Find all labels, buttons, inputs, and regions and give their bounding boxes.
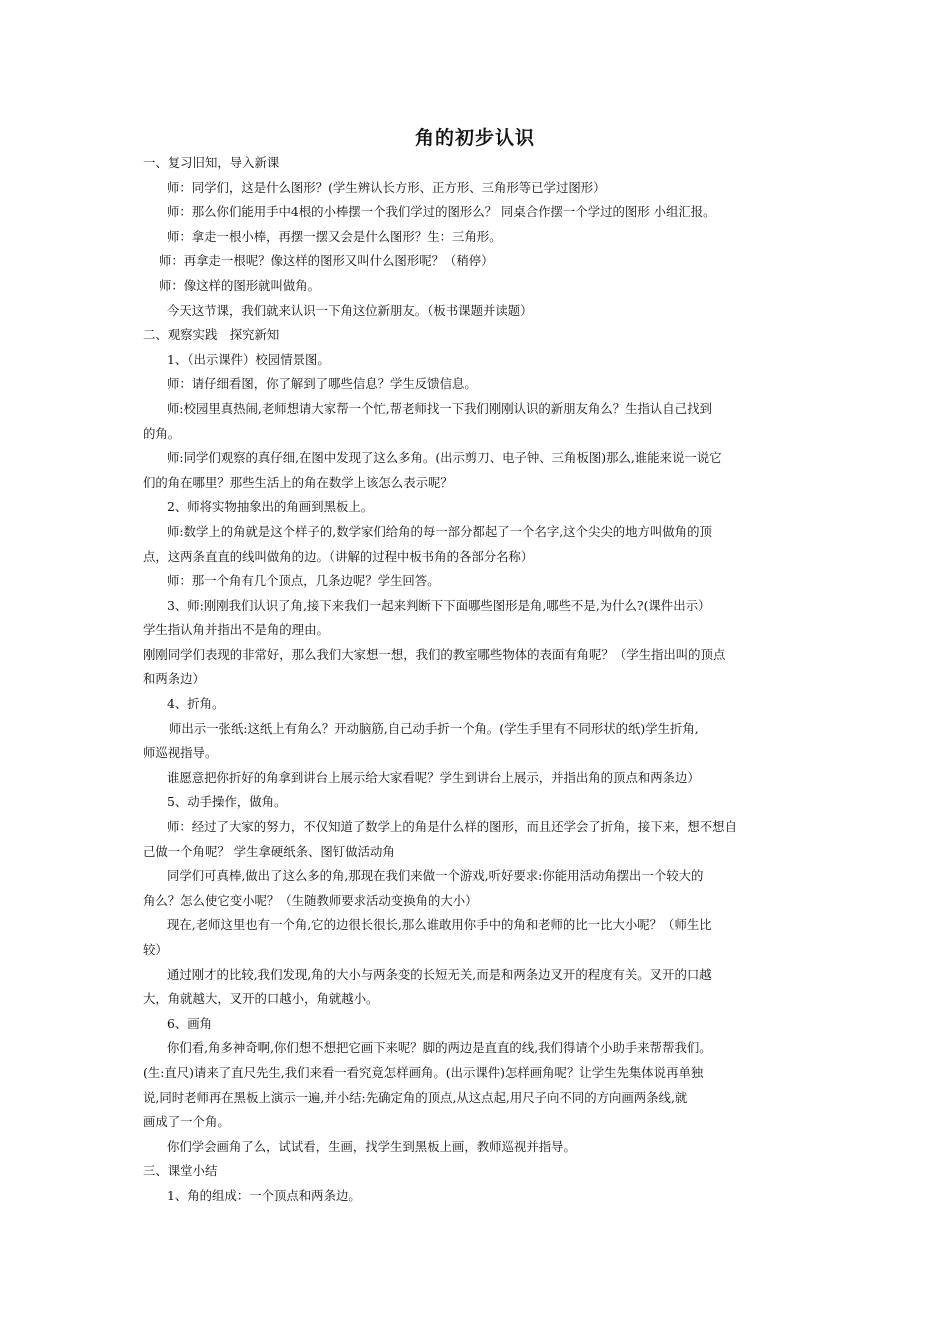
- paragraph-line: 6、画角: [167, 1015, 213, 1031]
- paragraph-line: 画成了一个角。: [143, 1114, 230, 1130]
- paragraph-line: 现在,老师这里也有一个角,它的边很长很长,那么谁敢用你手中的角和老师的比一比大小呢？（师生比: [167, 917, 712, 933]
- paragraph-line: 学生指认角并指出不是角的理由。: [143, 622, 329, 638]
- paragraph-line: 2、师将实物抽象出的角画到黑板上。: [167, 499, 374, 515]
- paragraph-line: 你们看,角多神奇啊,你们想不想把它画下来呢？脚的两边是直直的线,我们得请个小助手来帮帮我们。: [167, 1040, 712, 1056]
- paragraph-line: 大，角就越大，叉开的口越小，角就越小。: [143, 991, 379, 1007]
- paragraph-line: 5、动手操作，做角。: [167, 794, 287, 810]
- paragraph-line: 较）: [143, 942, 168, 957]
- section-heading: 一、复习旧知，导入新课: [143, 155, 280, 170]
- paragraph-line: 师：那一个角有几个顶点，几条边呢？学生回答。: [167, 573, 440, 589]
- paragraph-line: 师：经过了大家的努力，不仅知道了数学上的角是什么样的图形，而且还学会了折角，接下来，想不想自: [167, 819, 737, 835]
- section-heading: 三、课堂小结: [143, 1163, 218, 1179]
- paragraph-line: 和两条边）: [143, 671, 205, 687]
- paragraph-line: 角么？怎么使它变小呢？（生随教师要求活动变换角的大小）: [143, 892, 478, 908]
- paragraph-line: 师：再拿走一根呢？像这样的图形又叫什么图形呢？（稍停）: [159, 253, 494, 269]
- paragraph-line: 师：请仔细看图，你了解到了哪些信息？学生反馈信息。: [167, 376, 477, 392]
- paragraph-line: 的角。: [143, 425, 181, 441]
- paragraph-line: 师：拿走一根小棒，再摆一摆又会是什么图形？生：三角形。: [167, 228, 502, 244]
- paragraph-line: 3、师:刚刚我们认识了角,接下来我们一起来判断下下面哪些图形是角,哪些不是,为什么?(课件出示）: [167, 597, 711, 613]
- paragraph-line: 师:校园里真热闹,老师想请大家帮一个忙,帮老师找一下我们刚刚认识的新朋友角么？生指认自己找到: [167, 400, 712, 416]
- paragraph-line: 1、（出示课件）校园情景图。: [167, 351, 330, 367]
- document-title: 角的初步认识: [414, 127, 535, 149]
- paragraph-line: 们的角在哪里？那些生活上的角在数学上该怎么表示呢？: [143, 474, 453, 490]
- paragraph-line: 今天这节课，我们就来认识一下角这位新朋友。（板书课题并读题）: [167, 302, 533, 318]
- paragraph-line: 点，这两条直直的线叫做角的边。（讲解的过程中板书角的各部分名称）: [143, 548, 534, 564]
- paragraph-line: 师：同学们，这是什么图形？(学生辨认长方形、正方形、三角形等已学过图形）: [167, 179, 606, 195]
- paragraph-line: 师：像这样的图形就叫做角。: [159, 277, 321, 293]
- paragraph-line: 师出示一张纸:这纸上有角么？开动脑筋,自己动手折一个角。(学生手里有不同形状的纸)学生折角,: [169, 720, 699, 736]
- paragraph-line: 说,同时老师再在黑板上演示一遍,并小结:先确定角的顶点,从这点起,用尺子向不同的方向画两条线,就: [143, 1089, 688, 1105]
- paragraph-line: 己做一个角呢？ 学生拿硬纸条、图钉做活动角: [143, 843, 395, 859]
- section-heading: 二、观察实践 探究新知: [143, 327, 280, 343]
- paragraph-line: 同学们可真棒,做出了这么多的角,那现在我们来做一个游戏,听好要求:你能用活动角摆出一个较大的: [167, 868, 704, 884]
- paragraph-line: (生:直尺)请来了直尺先生,我们来看一看究竟怎样画角。(出示课件)怎样画角呢？让学生先集体说再单独: [143, 1064, 704, 1080]
- paragraph-line: 1、角的组成：一个顶点和两条边。: [167, 1187, 361, 1203]
- paragraph-line: 师巡视指导。: [143, 745, 218, 761]
- paragraph-line: 师:同学们观察的真仔细,在图中发现了这么多角。(出示剪刀、电子钟、三角板图)那么,谁能来说一说它: [167, 450, 722, 466]
- paragraph-line: 你们学会画角了么，试试看，生画，找学生到黑板上画，教师巡视并指导。: [167, 1138, 576, 1154]
- document-body: [143, 151, 811, 1209]
- paragraph-line: 通过刚才的比较,我们发现,角的大小与两条变的长短无关,而是和两条边叉开的程度有关。叉开的口越: [167, 966, 712, 982]
- paragraph-line: 4、折角。: [167, 696, 225, 712]
- paragraph-line: 师：那么你们能用手中4根的小棒摆一个我们学过的图形么？ 同桌合作摆一个学过的图形 小组汇报。: [167, 204, 716, 220]
- paragraph-line: 师:数学上的角就是这个样子的,数学家们给角的每一部分都起了一个名字,这个尖尖的地方叫做角的顶: [167, 523, 712, 539]
- paragraph-line: 谁愿意把你折好的角拿到讲台上展示给大家看呢？学生到讲台上展示，并指出角的顶点和两条边）: [167, 769, 700, 785]
- paragraph-line: 刚刚同学们表现的非常好，那么我们大家想一想，我们的教室哪些物体的表面有角呢？（学生指出叫的顶点: [143, 646, 726, 662]
